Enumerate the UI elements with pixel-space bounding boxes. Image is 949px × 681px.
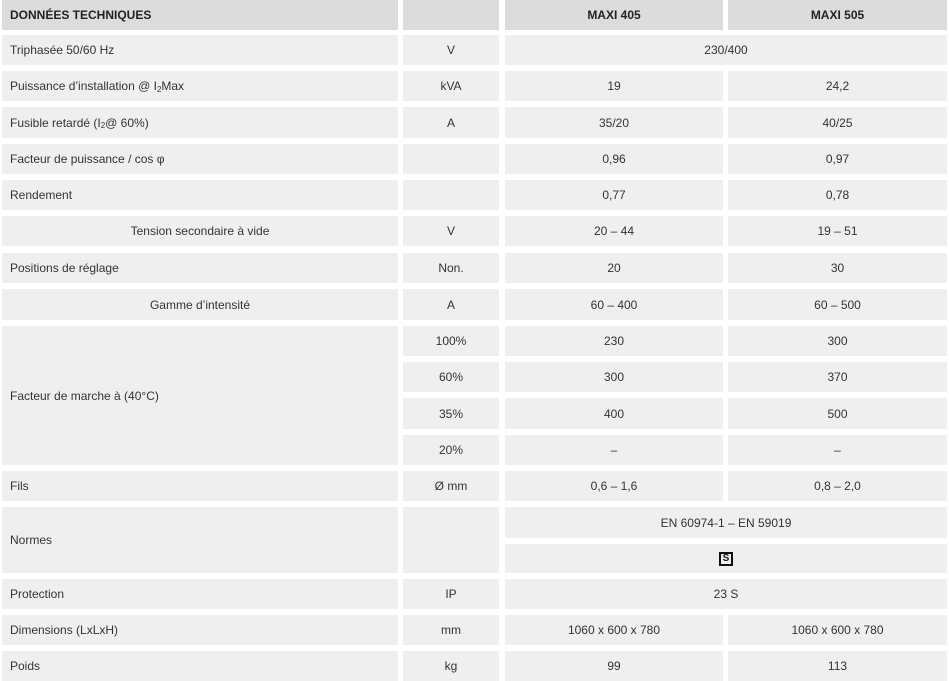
row-value1-tension: 20 – 44 [505,216,723,246]
row-value-normes: EN 60974-1 – EN 59019 [505,507,947,538]
row-unit-puissance: kVA [403,71,499,101]
row-label-rendement: Rendement [2,180,398,210]
row-unit-duty-100: 100% [403,326,499,356]
row-label-facteur-marche: Facteur de marche à (40°C) [2,326,398,465]
header-maxi-405: MAXI 405 [505,0,723,30]
label-text: Fusible retardé (I [10,115,101,130]
row-label-tension: Tension secondaire à vide [2,216,398,246]
row-unit-triphase: V [403,35,499,65]
row-label-dimensions: Dimensions (LxLxH) [2,615,398,645]
s-mark-icon: S [719,552,733,566]
row-value2-duty-35: 500 [728,398,947,429]
row-value2-gamme: 60 – 500 [728,289,947,320]
label-subscript: 2 [100,121,106,130]
row-value2-duty-20: – [728,435,947,465]
row-unit-protection: IP [403,579,499,609]
row-value2-fusible: 40/25 [728,107,947,138]
row-label-gamme: Gamme d’intensité [2,289,398,320]
row-label-protection: Protection [2,579,398,609]
row-value2-rendement: 0,78 [728,180,947,210]
row-label-normes: Normes [2,507,398,573]
row-value2-duty-100: 300 [728,326,947,356]
row-value1-dimensions: 1060 x 600 x 780 [505,615,723,645]
row-value-triphase: 230/400 [505,35,947,65]
row-unit-tension: V [403,216,499,246]
row-value1-poids: 99 [505,651,723,681]
label-text: @ 60%) [105,115,149,130]
row-value1-duty-100: 230 [505,326,723,356]
row-label-poids: Poids [2,651,398,681]
row-value1-puissance: 19 [505,71,723,101]
row-value2-puissance: 24,2 [728,71,947,101]
row-unit-normes [403,507,499,573]
row-value1-duty-35: 400 [505,398,723,429]
row-value2-dimensions: 1060 x 600 x 780 [728,615,947,645]
row-value2-tension: 19 – 51 [728,216,947,246]
row-value2-duty-60: 370 [728,362,947,392]
row-unit-duty-60: 60% [403,362,499,392]
row-unit-fusible: A [403,107,499,138]
label-text: Puissance d’installation @ I [10,79,157,93]
row-unit-positions: Non. [403,253,499,283]
row-value1-positions: 20 [505,253,723,283]
row-unit-dimensions: mm [403,615,499,645]
row-label-triphase: Triphasée 50/60 Hz [2,35,398,65]
row-label-positions: Positions de réglage [2,253,398,283]
row-value2-facteur-puissance: 0,97 [728,144,947,174]
row-label-fils: Fils [2,471,398,501]
row-value1-gamme: 60 – 400 [505,289,723,320]
row-value2-positions: 30 [728,253,947,283]
row-unit-duty-35: 35% [403,398,499,429]
header-maxi-505: MAXI 505 [728,0,947,30]
row-value1-facteur-puissance: 0,96 [505,144,723,174]
row-value1-duty-60: 300 [505,362,723,392]
row-unit-fils: Ø mm [403,471,499,501]
row-unit-rendement [403,180,499,210]
row-unit-facteur-puissance [403,144,499,174]
row-label-facteur-puissance: Facteur de puissance / cos φ [2,144,398,174]
label-text: Max [161,79,185,93]
row-unit-duty-20: 20% [403,435,499,465]
row-value1-fils: 0,6 – 1,6 [505,471,723,501]
row-value2-fils: 0,8 – 2,0 [728,471,947,501]
row-value1-fusible: 35/20 [505,107,723,138]
row-value1-duty-20: – [505,435,723,465]
row-unit-poids: kg [403,651,499,681]
row-label-fusible [2,107,398,138]
row-value-protection: 23 S [505,579,947,609]
header-unit [403,0,499,30]
row-label-puissance [2,71,398,101]
header-title: DONNÉES TECHNIQUES [2,0,398,30]
row-value1-rendement: 0,77 [505,180,723,210]
row-icon-normes [505,544,947,573]
row-unit-gamme: A [403,289,499,320]
label-subscript: 2 [156,84,162,94]
row-value2-poids: 113 [728,651,947,681]
